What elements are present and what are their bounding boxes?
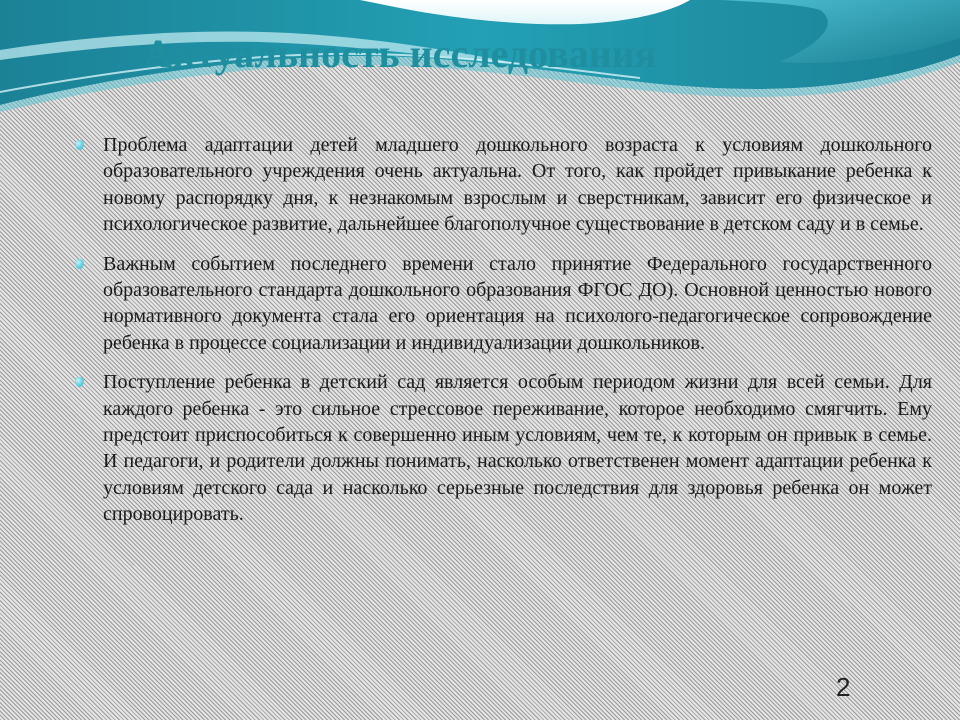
- slide-title: Актуальность исследования: [143, 31, 657, 76]
- bullet-text: Проблема адаптации детей младшего дошкольного возраста к условиям дошкольного образовательного учреждения очень актуальна. От того, как пройдет привыкание ребенка к новому распорядку дня, к незнакомым взрослым и сверстникам, зависит его физическое и психологическое развитие, дальнейшее благополучное существование в детском саду и в семье.: [103, 134, 932, 236]
- teal-droplet-bullet-icon: [75, 259, 84, 269]
- teal-droplet-bullet-icon: [75, 377, 84, 387]
- bullet-text: Поступление ребенка в детский сад является особым периодом жизни для всей семьи. Для каждого ребенка - это сильное стрессовое переживание, которое необходимо смягчить. Ему предстоит приспособиться к совершенно иным условиям, чем те, к которым он привык в семье. И педагоги, и родители должны понимать, насколько ответственен момент адаптации ребенка к условиям детского сада и насколько серьезные последствия для здоровья ребенка он может спровоцировать.: [103, 371, 932, 526]
- bullet-item: [72, 132, 932, 238]
- page-number: 2: [836, 672, 851, 702]
- bullet-text: Важным событием последнего времени стало принятие Федерального государственного образовательного стандарта дошкольного образования ФГОС ДО). Основной ценностью нового нормативного документа стала его ориентация на психолого-педагогическое сопровождение ребенка в процессе социализации и индивидуализации дошкольников.: [103, 252, 932, 354]
- teal-droplet-bullet-icon: [75, 140, 84, 150]
- bullet-list: [72, 132, 932, 541]
- bullet-item: [72, 251, 932, 357]
- bullet-item: [72, 369, 932, 527]
